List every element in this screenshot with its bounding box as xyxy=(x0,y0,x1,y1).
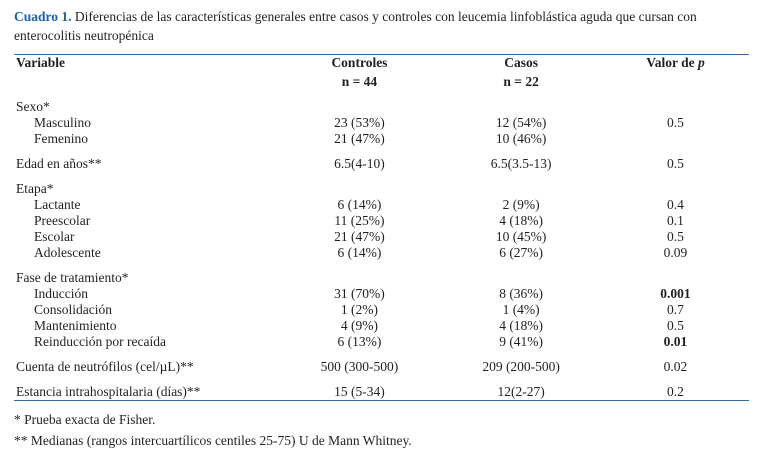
cell-casos: 4 (18%) xyxy=(499,213,544,229)
cell-casos: 1 (4%) xyxy=(502,302,540,318)
cell-casos: 2 (9%) xyxy=(502,197,540,213)
cell-pvalue xyxy=(602,261,749,286)
table-row xyxy=(14,334,749,350)
table-header-row xyxy=(14,55,749,90)
table-row xyxy=(14,375,749,400)
cell-controles: 23 (53%) xyxy=(334,115,385,131)
cell-pvalue: 0.5 xyxy=(667,318,684,334)
table-row xyxy=(14,261,749,286)
cell-casos: 10 (45%) xyxy=(495,229,547,245)
row-label: Fase de tratamiento* xyxy=(16,270,129,286)
cell-controles xyxy=(279,90,441,115)
table-note-2: ** Medianas (rangos intercuartílicos centiles 25-75) U de Mann Whitney. xyxy=(14,433,412,449)
column-header-pvalue xyxy=(602,55,749,90)
cell-pvalue: 0.01 xyxy=(663,334,688,350)
table-row xyxy=(14,350,749,375)
cell-casos: 6 (27%) xyxy=(499,245,544,261)
cell-casos: 8 (36%) xyxy=(499,286,544,302)
cell-casos: 12(2-27) xyxy=(497,384,545,400)
cell-controles: 6 (14%) xyxy=(337,245,382,261)
cell-controles: 1 (2%) xyxy=(340,302,378,318)
cell-controles: 6 (14%) xyxy=(337,197,382,213)
row-label: Mantenimiento xyxy=(34,318,117,334)
table-notes xyxy=(14,401,749,452)
row-label: Escolar xyxy=(34,229,75,245)
table-row xyxy=(14,197,749,213)
cell-casos: 4 (18%) xyxy=(499,318,544,334)
table-row xyxy=(14,147,749,172)
table-row xyxy=(14,229,749,245)
cell-casos xyxy=(440,90,602,115)
table-row xyxy=(14,213,749,229)
row-label: Masculino xyxy=(34,115,91,131)
table-row xyxy=(14,90,749,115)
cell-controles: 21 (47%) xyxy=(334,131,385,147)
cell-casos: 12 (54%) xyxy=(495,115,547,131)
cell-pvalue: 0.001 xyxy=(660,286,691,302)
caption-label: Cuadro 1. xyxy=(14,9,72,24)
column-header-casos-label: Casos xyxy=(504,55,538,71)
row-label: Consolidación xyxy=(34,302,112,318)
cell-pvalue xyxy=(602,131,749,147)
table-caption xyxy=(14,8,749,45)
table-row xyxy=(14,245,749,261)
table-row xyxy=(14,115,749,131)
table-row xyxy=(14,286,749,302)
cell-pvalue: 0.1 xyxy=(667,213,684,229)
column-header-pvalue-symbol: p xyxy=(697,55,705,71)
row-label: Lactante xyxy=(34,197,81,213)
table-body xyxy=(14,90,749,400)
cell-pvalue xyxy=(602,172,749,197)
row-label: Edad en años** xyxy=(16,156,102,172)
row-label: Preescolar xyxy=(34,213,91,229)
table-row xyxy=(14,302,749,318)
cell-pvalue: 0.7 xyxy=(667,302,684,318)
cell-controles xyxy=(279,261,441,286)
row-label: Cuenta de neutrófilos (cel/µL)** xyxy=(16,359,194,375)
column-header-controles-label: Controles xyxy=(331,55,388,71)
column-header-controles xyxy=(279,55,441,90)
cell-pvalue: 0.02 xyxy=(663,359,688,375)
cell-controles: 15 (5-34) xyxy=(334,384,385,400)
cell-controles: 500 (300-500) xyxy=(320,359,399,375)
row-label: Inducción xyxy=(34,286,88,302)
data-table xyxy=(14,55,749,400)
row-label: Sexo* xyxy=(16,99,50,115)
cell-pvalue: 0.5 xyxy=(667,156,684,172)
caption-text: Diferencias de las características generales entre casos y controles con leucemia linfoblástica aguda que cursan con enterocolitis neutropénica xyxy=(14,9,697,43)
cell-controles: 6 (13%) xyxy=(337,334,382,350)
row-label: Etapa* xyxy=(16,181,54,197)
column-header-casos-n: n = 22 xyxy=(503,74,539,90)
cell-controles: 31 (70%) xyxy=(334,286,385,302)
cell-casos xyxy=(440,172,602,197)
cell-pvalue xyxy=(602,90,749,115)
row-label: Adolescente xyxy=(34,245,101,261)
cell-pvalue: 0.5 xyxy=(667,229,684,245)
cell-casos xyxy=(440,261,602,286)
table-row xyxy=(14,172,749,197)
cell-casos: 209 (200-500) xyxy=(482,359,560,375)
row-label: Femenino xyxy=(34,131,88,147)
cell-casos: 6.5(3.5-13) xyxy=(490,156,552,172)
cell-pvalue: 0.4 xyxy=(667,197,684,213)
table-row xyxy=(14,131,749,147)
row-label: Estancia intrahospitalaria (días)** xyxy=(16,384,201,400)
column-header-casos xyxy=(440,55,602,90)
cell-controles: 4 (9%) xyxy=(340,318,378,334)
row-label: Reinducción por recaída xyxy=(34,334,166,350)
cell-controles: 21 (47%) xyxy=(334,229,385,245)
cell-casos: 9 (41%) xyxy=(499,334,544,350)
cell-controles xyxy=(279,172,441,197)
cell-controles: 11 (25%) xyxy=(334,213,385,229)
table-note-1: * Prueba exacta de Fisher. xyxy=(14,412,156,428)
cell-pvalue: 0.09 xyxy=(663,245,688,261)
table-row xyxy=(14,318,749,334)
cell-casos: 10 (46%) xyxy=(495,131,547,147)
cell-pvalue: 0.5 xyxy=(667,115,684,131)
column-header-pvalue-prefix: Valor de xyxy=(646,55,698,71)
cell-pvalue: 0.2 xyxy=(667,384,684,400)
column-header-variable: Variable xyxy=(16,55,66,71)
column-header-controles-n: n = 44 xyxy=(341,74,378,90)
cell-controles: 6.5(4-10) xyxy=(334,156,385,172)
